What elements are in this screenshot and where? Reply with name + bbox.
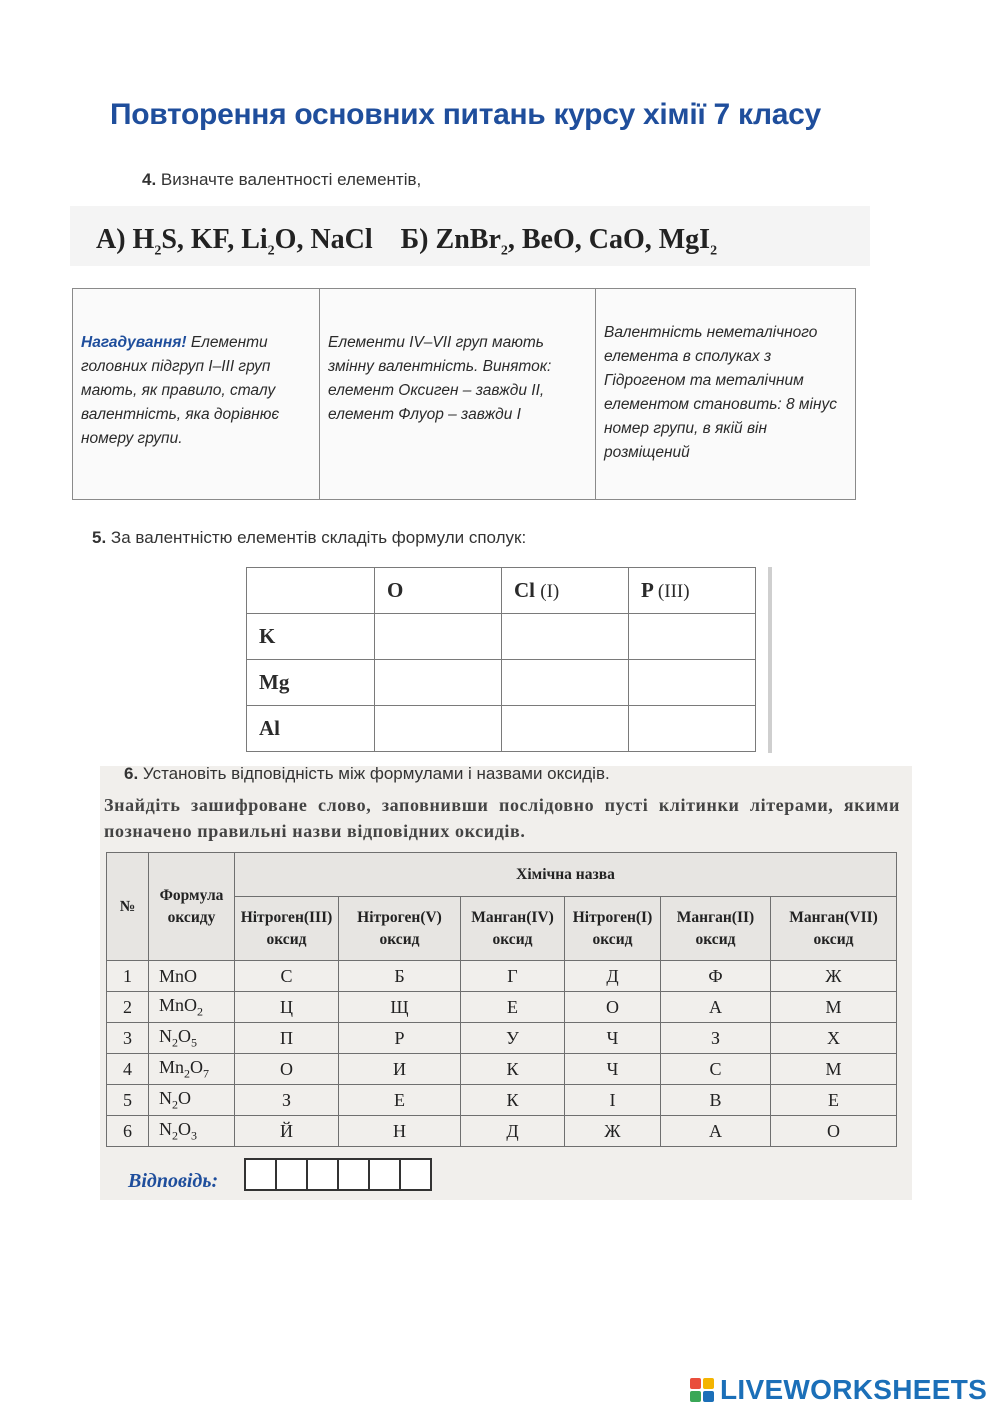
- oxide-row: [107, 1023, 897, 1054]
- brand-footer: [690, 1374, 987, 1406]
- formula-part: N: [159, 1118, 172, 1139]
- brand-logo-square: [703, 1378, 714, 1389]
- oxide-formula: [149, 1116, 235, 1147]
- formulas-a-label: А): [96, 224, 126, 255]
- oxide-row-number: 6: [107, 1116, 149, 1147]
- cipher-letter: О: [565, 992, 661, 1023]
- task4-text: Визначте валентності елементів,: [160, 170, 422, 189]
- cipher-letter: Д: [461, 1116, 565, 1147]
- formula-subscript: 5: [191, 1035, 197, 1050]
- answer-cell[interactable]: [375, 614, 502, 660]
- formula-subscript: 2: [154, 243, 162, 259]
- oxide-row-number: 4: [107, 1054, 149, 1085]
- answer-cell[interactable]: [375, 660, 502, 706]
- oxide-row-number: 3: [107, 1023, 149, 1054]
- oxide-row: [107, 1054, 897, 1085]
- oxide-name: Манган(IV) оксид: [461, 897, 565, 961]
- formula-part: O, NaCl: [274, 224, 373, 255]
- cipher-letter: Б: [339, 961, 461, 992]
- cipher-letter: У: [461, 1023, 565, 1054]
- answer-cell[interactable]: [502, 614, 629, 660]
- formula-part: N: [159, 1025, 172, 1046]
- oxide-head-num: №: [107, 853, 149, 961]
- cipher-letter: А: [661, 992, 771, 1023]
- oxide-row-number: 5: [107, 1085, 149, 1116]
- oxide-formula: [149, 1054, 235, 1085]
- oxide-head-group: Хімічна назва: [235, 853, 897, 897]
- oxide-formula: [149, 1023, 235, 1054]
- brand-logo-square: [690, 1391, 701, 1402]
- oxide-name: Нітроген(I) оксид: [565, 897, 661, 961]
- oxide-formula: [149, 1085, 235, 1116]
- page-title: Повторення основних питань курсу хімії 7 класу: [110, 98, 821, 131]
- cipher-letter: Ч: [565, 1023, 661, 1054]
- oxide-row: [107, 961, 897, 992]
- reminder-col-2-text: Елементи IV–VII груп мають змінну валентність. Виняток: елемент Оксиген – завжди II, елемент Флуор – завжди I: [328, 334, 552, 423]
- cipher-letter: И: [339, 1054, 461, 1085]
- formula-part: S, KF, Li: [161, 224, 268, 255]
- cipher-letter: Х: [771, 1023, 897, 1054]
- task6-heading: [124, 764, 610, 784]
- answer-cell[interactable]: [629, 660, 756, 706]
- answer-letter-box[interactable]: [399, 1158, 432, 1191]
- answer-cell[interactable]: [629, 614, 756, 660]
- cipher-letter: В: [661, 1085, 771, 1116]
- oxide-row-number: 1: [107, 961, 149, 992]
- brand-logo-square: [703, 1391, 714, 1402]
- formulas-line: [96, 224, 717, 260]
- oxide-table: [106, 852, 897, 1147]
- formula-subscript: 7: [203, 1066, 210, 1081]
- cipher-letter: Е: [771, 1085, 897, 1116]
- reminder-col-3-text: Валентність неметалічного елемента в сполуках з Гідрогеном та металічним елементом становить: 8 мінус номер групи, в якій він розміщений: [604, 324, 838, 461]
- valence-row: [247, 614, 756, 660]
- answer-cell[interactable]: [502, 706, 629, 752]
- task6-number: 6.: [124, 764, 139, 783]
- formula-part: MnO: [159, 965, 198, 986]
- cipher-letter: І: [565, 1085, 661, 1116]
- formula-part: O: [178, 1087, 191, 1108]
- task4-heading: [142, 170, 421, 190]
- cipher-letter: К: [461, 1085, 565, 1116]
- task6-instruction: Знайдіть зашифроване слово, заповнивши послідовно пусті клітинки літерами, якими позначено правильні назви відповідних оксидів.: [104, 795, 900, 841]
- task6-text: Установіть відповідність між формулами і назвами оксидів.: [142, 764, 610, 783]
- brand-text: LIVEWORKSHEETS: [720, 1374, 988, 1405]
- answer-label: Відповідь:: [128, 1170, 219, 1192]
- formula-part: H: [132, 224, 155, 255]
- cipher-letter: Ц: [235, 992, 339, 1023]
- oxide-formula: [149, 992, 235, 1023]
- element-symbol: O: [387, 578, 404, 602]
- valence-col-header: [375, 568, 502, 614]
- answer-cell[interactable]: [375, 706, 502, 752]
- formula-part: MnO: [159, 994, 198, 1015]
- formula-subscript: 2: [267, 243, 275, 259]
- cipher-letter: А: [661, 1116, 771, 1147]
- cipher-letter: Щ: [339, 992, 461, 1023]
- task4-formulas: [70, 206, 870, 266]
- valence-corner-cell: [247, 568, 375, 614]
- oxide-name: Манган(VII) оксид: [771, 897, 897, 961]
- reminder-heading: Нагадування!: [81, 334, 187, 351]
- answer-letter-box[interactable]: [337, 1158, 370, 1191]
- cipher-letter: Ф: [661, 961, 771, 992]
- cipher-letter: Й: [235, 1116, 339, 1147]
- cipher-letter: С: [661, 1054, 771, 1085]
- formula-subscript: 2: [197, 1004, 204, 1019]
- answer-letter-box[interactable]: [244, 1158, 277, 1191]
- reminder-col-3: [595, 289, 855, 499]
- element-valence: (III): [657, 581, 690, 602]
- oxide-header-row: [107, 853, 897, 897]
- answer-cell[interactable]: [629, 706, 756, 752]
- cipher-letter: О: [771, 1116, 897, 1147]
- formula-subscript: 2: [500, 243, 508, 259]
- formula-subscript: 2: [184, 1066, 191, 1081]
- answer-letter-box[interactable]: [368, 1158, 401, 1191]
- valence-header-row: [247, 568, 756, 614]
- formula-part: O: [178, 1118, 191, 1139]
- cipher-letter: Ч: [565, 1054, 661, 1085]
- valence-row-header: Mg: [247, 660, 375, 706]
- table-edge-shadow: [768, 567, 772, 753]
- cipher-letter: Р: [339, 1023, 461, 1054]
- oxide-row: [107, 1116, 897, 1147]
- cipher-letter: С: [235, 961, 339, 992]
- cipher-letter: П: [235, 1023, 339, 1054]
- formula-subscript: 2: [172, 1035, 178, 1050]
- cipher-letter: Е: [339, 1085, 461, 1116]
- valence-col-header: [502, 568, 629, 614]
- formulas-b-label: Б): [400, 224, 429, 255]
- cipher-letter: Ж: [771, 961, 897, 992]
- valence-row-header: K: [247, 614, 375, 660]
- element-valence: (I): [540, 581, 560, 602]
- oxide-row-number: 2: [107, 992, 149, 1023]
- formula-part: N: [159, 1087, 172, 1108]
- cipher-letter: О: [235, 1054, 339, 1085]
- valence-col-header: [629, 568, 756, 614]
- element-symbol: Cl: [514, 578, 535, 602]
- oxide-name: Нітроген(III) оксид: [235, 897, 339, 961]
- reminder-col-2: [319, 289, 595, 499]
- answer-letter-box[interactable]: [306, 1158, 339, 1191]
- reminder-col-1: [73, 289, 319, 499]
- oxide-row: [107, 1085, 897, 1116]
- cipher-letter: З: [235, 1085, 339, 1116]
- valence-table: [246, 567, 756, 752]
- formula-part: ZnBr: [435, 224, 501, 255]
- cipher-letter: К: [461, 1054, 565, 1085]
- cipher-letter: Н: [339, 1116, 461, 1147]
- oxide-name: Манган(II) оксид: [661, 897, 771, 961]
- valence-row: [247, 660, 756, 706]
- brand-logo-icon: [690, 1378, 714, 1402]
- valence-row: [247, 706, 756, 752]
- valence-row-header: Al: [247, 706, 375, 752]
- answer-boxes: [246, 1158, 432, 1191]
- task5-number: 5.: [92, 528, 107, 547]
- task5-heading: [92, 528, 526, 548]
- oxide-body: [107, 961, 897, 1147]
- brand-logo-square: [690, 1378, 701, 1389]
- cipher-letter: Е: [461, 992, 565, 1023]
- element-symbol: P: [641, 578, 653, 602]
- answer-letter-box[interactable]: [275, 1158, 308, 1191]
- task4-number: 4.: [142, 170, 157, 189]
- cipher-letter: Г: [461, 961, 565, 992]
- formula-subscript: 2: [710, 243, 718, 259]
- reminder-col-1-text: Елементи головних підгруп I–III груп мають, як правило, сталу валентність, яка дорівнює номеру групи.: [81, 334, 280, 447]
- formula-subscript: 2: [172, 1128, 178, 1143]
- cipher-letter: Д: [565, 961, 661, 992]
- oxide-formula: [149, 961, 235, 992]
- formula-part: , BeO, CaO, MgI: [507, 224, 711, 255]
- cipher-letter: М: [771, 1054, 897, 1085]
- formula-part: O: [190, 1056, 204, 1077]
- formula-part: O: [178, 1025, 191, 1046]
- formula-part: Mn: [159, 1056, 185, 1077]
- task5-text: За валентністю елементів складіть формули сполук:: [110, 528, 527, 547]
- cipher-letter: Ж: [565, 1116, 661, 1147]
- formula-subscript: 2: [172, 1097, 178, 1112]
- reminder-box: [72, 288, 856, 500]
- formula-subscript: 3: [191, 1128, 197, 1143]
- cipher-letter: М: [771, 992, 897, 1023]
- answer-cell[interactable]: [502, 660, 629, 706]
- oxide-name: Нітроген(V) оксид: [339, 897, 461, 961]
- cipher-letter: З: [661, 1023, 771, 1054]
- oxide-head-formula: Формула оксиду: [149, 853, 235, 961]
- oxide-row: [107, 992, 897, 1023]
